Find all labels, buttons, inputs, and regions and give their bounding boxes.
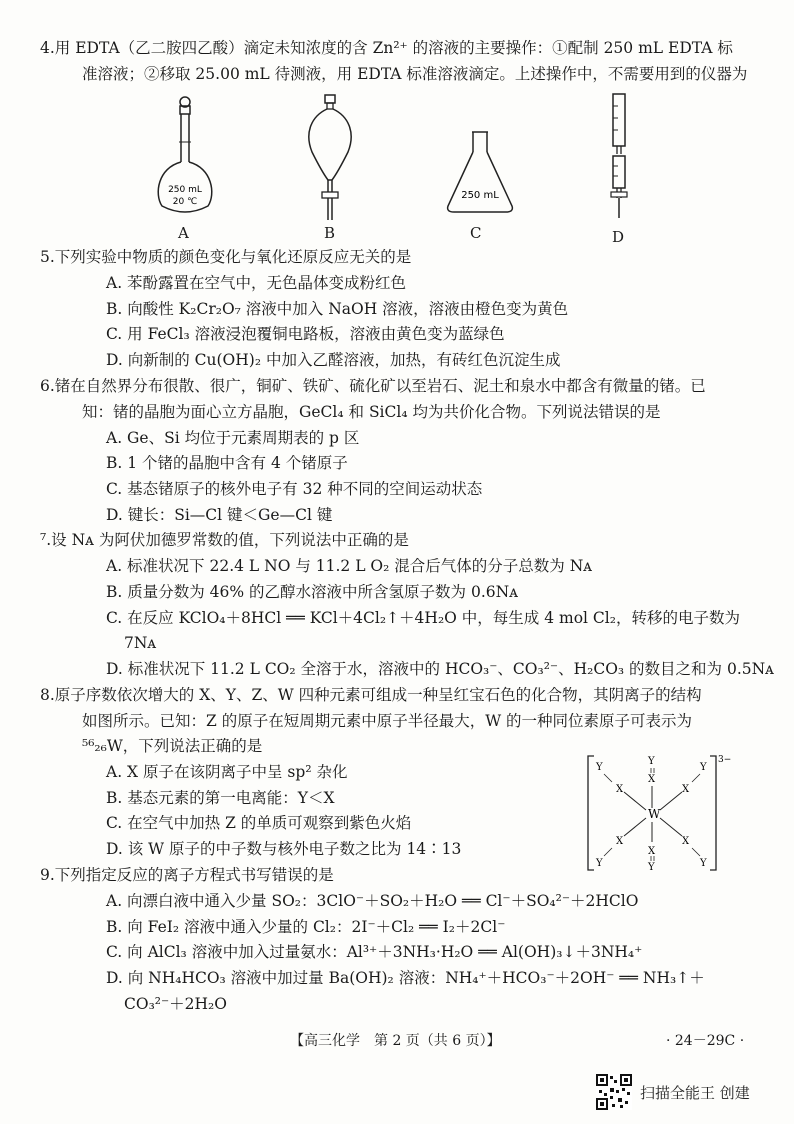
q7-option-a: A. 标准状况下 22.4 L NO 与 11.2 L O₂ 混合后气体的分子总数为 Nᴀ [106, 557, 593, 575]
q9-option-a: A. 向漂白液中通入少量 SO₂：3ClO⁻＋SO₂＋H₂O ══ Cl⁻＋SO₄²⁻＋2HClO [106, 892, 639, 910]
x-atom-lower-left: X [616, 836, 624, 847]
x-atom-upper-left: X [616, 784, 624, 795]
q8-option-c: C. 在空气中加热 Z 的单质可观察到紫色火焰 [106, 814, 412, 832]
q7-option-c-line2: 7Nᴀ [124, 634, 157, 652]
q5-stem: 5.下列实验中物质的颜色变化与氧化还原反应无关的是 [40, 248, 412, 266]
y-atom-lower-right: Y [700, 858, 707, 869]
option-a-label: A [178, 224, 189, 242]
page-footer-code: · 24－29C · [666, 1033, 745, 1049]
q9-option-d-line2: CO₃²⁻＋2H₂O [124, 995, 227, 1013]
q8-option-d: D. 该 W 原子的中子数与核外电子数之比为 14∶13 [106, 840, 462, 858]
x-atom-lower-right: X [682, 836, 690, 847]
anion-structure-diagram [586, 752, 736, 874]
option-d-label: D [612, 228, 625, 246]
q6-option-d: D. 键长：Si—Cl 键＜Ge—Cl 键 [106, 506, 333, 524]
q9-stem: 9.下列指定反应的离子方程式书写错误的是 [40, 866, 334, 884]
y-atom-upper-right: Y [700, 762, 707, 773]
q6-option-b: B. 1 个锗的晶胞中含有 4 个锗原子 [106, 454, 348, 472]
flask-capacity-label: 250 mL [168, 185, 202, 195]
q4-stem-line2: 准溶液；②移取 25.00 mL 待测液，用 EDTA 标准溶液滴定。上述操作中，不需要用到的仪器为 [82, 65, 748, 83]
qr-code-icon [596, 1074, 632, 1110]
flask-temp-label: 20 ℃ [172, 197, 198, 207]
q7-option-d: D. 标准状况下 11.2 L CO₂ 全溶于水，溶液中的 HCO₃⁻、CO₃²⁻、H₂CO₃ 的数目之和为 0.5Nᴀ [106, 660, 774, 678]
q6-option-c: C. 基态锗原子的核外电子有 32 种不同的空间运动状态 [106, 480, 483, 498]
scanner-watermark: 扫描全能王 创建 [640, 1084, 750, 1102]
q5-option-b: B. 向酸性 K₂Cr₂O₇ 溶液中加入 NaOH 溶液，溶液由橙色变为黄色 [106, 300, 569, 318]
q8-option-a: A. X 原子在该阴离子中呈 sp² 杂化 [106, 763, 348, 781]
q5-option-a: A. 苯酚露置在空气中，无色晶体变成粉红色 [106, 274, 407, 292]
q8-stem-line3: ⁵⁶₂₆W，下列说法正确的是 [82, 737, 263, 755]
q9-option-d-line1: D. 向 NH₄HCO₃ 溶液中加过量 Ba(OH)₂ 溶液：NH₄⁺＋HCO₃⁻＋2OH⁻ ══ NH₃↑＋ [106, 969, 705, 987]
q5-option-d: D. 向新制的 Cu(OH)₂ 中加入乙醛溶液，加热，有砖红色沉淀生成 [106, 351, 561, 369]
central-w-atom: W [648, 807, 661, 821]
erlenmeyer-flask-image [440, 128, 520, 218]
q7-stem: ⁷.设 Nᴀ 为阿伏加德罗常数的值，下列说法中正确的是 [40, 531, 409, 549]
page-footer-title: 【高三化学 第 2 页（共 6 页）】 [290, 1033, 501, 1049]
q6-option-a: A. Ge、Si 均位于元素周期表的 p 区 [106, 429, 360, 447]
option-c-label: C [470, 224, 482, 242]
q6-stem-line1: 6.锗在自然界分布很散、很广，铜矿、铁矿、硫化矿以至岩石、泥土和泉水中都含有微量的锗。已 [40, 377, 706, 395]
y-atom-top: Y [648, 756, 655, 767]
erlenmeyer-capacity-label: 250 mL [461, 190, 499, 201]
q4-stem-line1: 4.用 EDTA（乙二胺四乙酸）滴定未知浓度的含 Zn²⁺ 的溶液的主要操作：①配制 250 mL EDTA 标 [40, 39, 733, 57]
q9-option-c: C. 向 AlCl₃ 溶液中加入过量氨水：Al³⁺＋3NH₃·H₂O ══ Al(OH)₃↓＋3NH₄⁺ [106, 943, 643, 961]
y-atom-lower-left: Y [596, 858, 603, 869]
volumetric-flask-image [150, 94, 220, 224]
y-atom-upper-left: Y [596, 762, 603, 773]
q7-option-c-line1: C. 在反应 KClO₄＋8HCl ══ KCl＋4Cl₂↑＋4H₂O 中，每生成 4 mol Cl₂，转移的电子数为 [106, 609, 740, 627]
option-b-label: B [324, 224, 336, 242]
q9-option-b: B. 向 FeI₂ 溶液中通入少量的 Cl₂：2I⁻＋Cl₂ ══ I₂＋2Cl⁻ [106, 918, 506, 936]
burette-image [600, 92, 640, 232]
q5-option-c: C. 用 FeCl₃ 溶液浸泡覆铜电路板，溶液由黄色变为蓝绿色 [106, 325, 505, 343]
x-atom-upper-right: X [682, 784, 690, 795]
q8-stem-line2: 如图所示。已知：Z 的原子在短周期元素中原子半径最大，W 的一种同位素原子可表示为 [82, 712, 693, 730]
separatory-funnel-image [300, 92, 360, 224]
x-atom-bottom: X [648, 846, 656, 857]
q7-option-b: B. 质量分数为 46% 的乙醇水溶液中所含氢原子数为 0.6Nᴀ [106, 583, 518, 601]
q8-option-b: B. 基态元素的第一电离能：Y＜X [106, 789, 335, 807]
charge-label: 3− [718, 755, 732, 765]
q8-stem-line1: 8.原子序数依次增大的 X、Y、Z、W 四种元素可组成一种呈红宝石色的化合物，其阴离子的结构 [40, 686, 702, 704]
y-atom-bottom: Y [648, 862, 655, 873]
q6-stem-line2: 知：锗的晶胞为面心立方晶胞，GeCl₄ 和 SiCl₄ 均为共价化合物。下列说法错误的是 [82, 403, 661, 421]
x-atom-top: X [648, 774, 656, 785]
